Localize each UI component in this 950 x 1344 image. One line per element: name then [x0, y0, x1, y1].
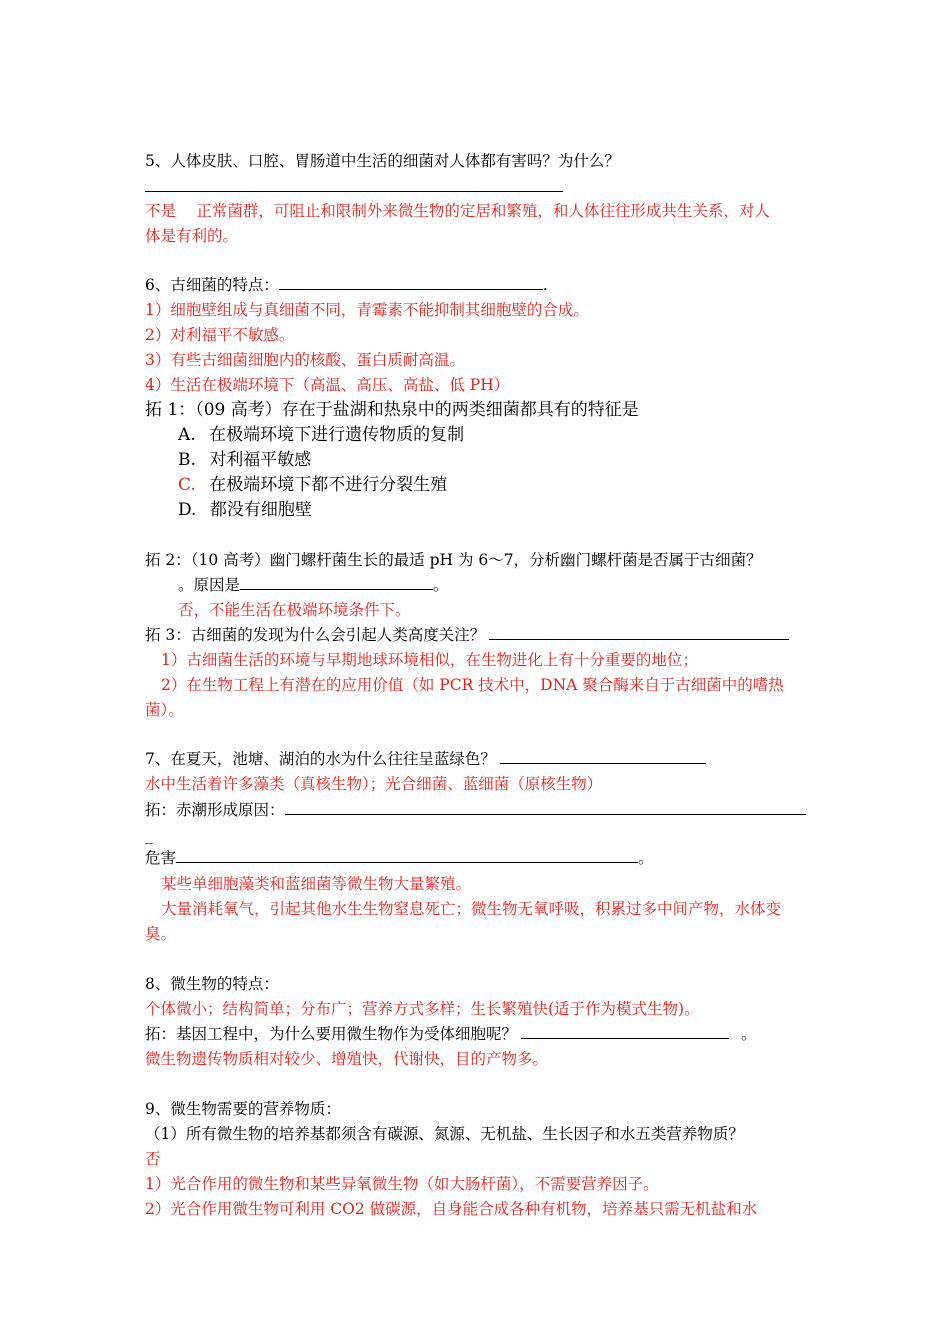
option-letter-correct: C.	[178, 475, 196, 495]
q6-answer-1: 1）细胞壁组成与真细菌不同，青霉素不能抑制其细胞壁的合成。	[145, 301, 589, 319]
q6-answer-2: 2）对利福平不敏感。	[145, 326, 295, 344]
ext2-reason-row	[178, 574, 449, 596]
q8-ext-stem: 拓：基因工程中，为什么要用微生物作为受体细胞呢？	[145, 1025, 518, 1043]
q7-ext-harm-label: 危害	[145, 849, 177, 867]
ext3-answer-1: 1）古细菌生活的环境与早期地球环境相似，在生物进化上有十分重要的地位；	[161, 651, 698, 669]
q7-ext-reason-blank	[285, 799, 806, 815]
q7-ext-continuation: _	[145, 826, 153, 844]
option-letter: D.	[178, 500, 197, 520]
q8-ext-blank	[521, 1023, 729, 1039]
ext2-reason-prefix: 。原因是	[178, 576, 241, 594]
q9-question: 9、微生物需要的营养物质：	[145, 1100, 341, 1118]
ext1-option-a	[178, 424, 464, 446]
ext3-answer-2b: 菌）。	[145, 701, 184, 719]
q9-sub1: （1）所有微生物的培养基都须含有碳源、氮源、无机盐、生长因子和水五类营养物质？	[145, 1125, 744, 1143]
option-text: 对利福平敏感	[209, 450, 312, 470]
ext1-option-b	[178, 449, 311, 471]
ext2-blank	[240, 574, 433, 590]
option-text: 在极端环境下都不进行分裂生殖	[209, 475, 448, 495]
q8-ext-answer: 微生物遗传物质相对较少、增殖快，代谢快，目的产物多。	[145, 1050, 549, 1068]
q7-ext-answer-1: 某些单细胞藻类和蓝细菌等微生物大量繁殖。	[161, 875, 472, 893]
q7-ext-harm-row	[145, 847, 654, 869]
q7-ext-answer-2b: 臭。	[145, 925, 177, 943]
q7-blank	[500, 748, 706, 764]
ext3-blank	[489, 624, 789, 640]
q6-question-row	[145, 274, 548, 296]
ext1-option-d	[178, 499, 312, 521]
q8-answer: 个体微小；结构简单；分布广；营养方式多样；生长繁殖快(适于作为模式生物)。	[145, 1000, 700, 1018]
ext3-stem: 拓 3：古细菌的发现为什么会引起人类高度关注？	[145, 626, 486, 644]
q7-ext-answer-2a: 大量消耗氧气，引起其他水生生物窒息死亡；微生物无氧呼吸，积累过多中间产物，水体变	[161, 900, 782, 918]
q7-answer: 水中生活着许多藻类（真核生物）；光合细菌、蓝细菌（原核生物）	[145, 775, 603, 793]
ext2-reason-suffix: 。	[433, 576, 449, 594]
q7-ext-harm-blank	[176, 847, 638, 863]
option-text: 都没有细胞壁	[209, 500, 312, 520]
q8-question: 8、微生物的特点：	[145, 975, 279, 993]
ext3-row	[145, 624, 789, 646]
q7-ext-reason-label: 拓：赤潮形成原因：	[145, 801, 285, 819]
option-text: 在极端环境下进行遗传物质的复制	[209, 425, 465, 445]
ext1-option-c	[178, 474, 447, 496]
q5-answer-line1: 不是 正常菌群，可阻止和限制外来微生物的定居和繁殖，和人体往往形成共生关系，对人	[145, 202, 770, 220]
option-letter: B.	[178, 450, 196, 470]
ext1-stem: 拓 1：（09 高考）存在于盐湖和热泉中的两类细菌都具有的特征是	[145, 400, 639, 420]
q6-answer-4: 4）生活在极端环境下（高温、高压、高盐、低 PH）	[145, 376, 510, 394]
q8-ext-end: 。	[741, 1025, 757, 1043]
option-letter: A.	[178, 425, 196, 445]
ext3-answer-2a: 2）在生物工程上有潜在的应用价值（如 PCR 技术中，DNA 聚合酶来自于古细菌中的嗜热	[161, 676, 784, 694]
q5-blank-line	[145, 176, 563, 198]
q9-answer-2: 2）光合作用微生物可利用 CO2 做碳源，自身能合成各种有机物，培养基只需无机盐和水	[145, 1200, 758, 1218]
q9-sub1-answer: 否	[145, 1150, 161, 1168]
q6-question-end: .	[542, 276, 548, 294]
q7-question: 7、在夏天，池塘、湖泊的水为什么往往呈蓝绿色？	[145, 750, 496, 768]
ext2-stem: 拓 2：（10 高考）幽门螺杆菌生长的最适 pH 为 6～7，分析幽门螺杆菌是否属于古细菌？	[145, 551, 762, 569]
q8-ext-row	[145, 1023, 757, 1045]
q9-answer-1: 1）光合作用的微生物和某些异氧微生物（如大肠杆菌），不需要营养因子。	[145, 1175, 659, 1193]
q6-blank	[279, 274, 543, 290]
q5-question: 5、人体皮肤、口腔、胃肠道中生活的细菌对人体都有害吗？为什么？	[145, 152, 620, 170]
ext2-answer: 否，不能生活在极端环境条件下。	[178, 601, 411, 619]
q6-answer-3: 3）有些古细菌细胞内的核酸、蛋白质耐高温。	[145, 351, 465, 369]
q6-question: 6、古细菌的特点：	[145, 276, 279, 294]
q7-row	[145, 748, 706, 770]
q7-ext-harm-end: 。	[638, 849, 654, 867]
q5-answer-line2: 体是有利的。	[145, 227, 239, 245]
q7-ext-reason-row	[145, 799, 806, 821]
